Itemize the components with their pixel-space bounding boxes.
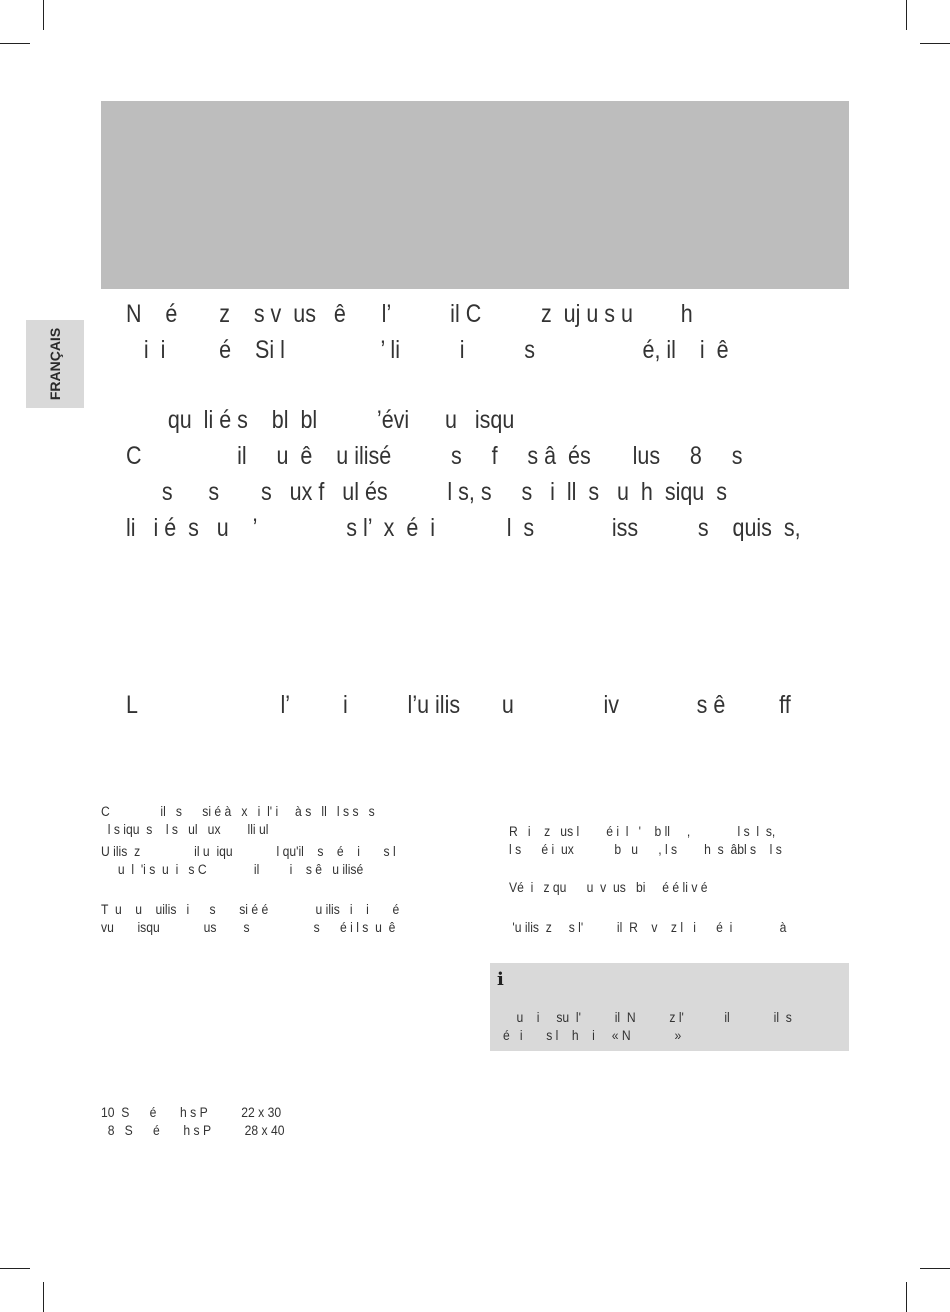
- right-line: 'u ilis z s l' il R v z l i é i à: [509, 920, 787, 935]
- left-line: l s iqu s l s ul ux lli ul: [101, 822, 269, 837]
- crop-mark-top-right-vertical: [906, 0, 907, 30]
- left-block-2: [101, 843, 461, 879]
- left-block-3: [101, 901, 461, 937]
- left-line: vu isqu us s s é i l s u ê: [101, 920, 396, 935]
- crop-mark-top-left-horizontal: [0, 43, 30, 44]
- spec-item: 10 S é h s P 22 x 30: [101, 1105, 282, 1120]
- language-side-tab: [26, 320, 84, 408]
- safety-line: qu li é s bl bl ’évi u isqu: [126, 406, 515, 434]
- right-line: R i z us l é i l ' b ll , l s l s,: [509, 824, 776, 839]
- crop-mark-bottom-right-vertical: [906, 1282, 907, 1312]
- header-banner: [101, 101, 849, 289]
- right-column: [509, 823, 849, 937]
- crop-mark-bottom-left-vertical: [43, 1282, 44, 1312]
- spec-list: [101, 1104, 401, 1140]
- left-block-1: [101, 803, 461, 839]
- left-line: U ilis z il u iqu l qu'il s é i s l: [101, 844, 396, 859]
- intro-line: N é z s v us ê l’ il C z uj u s u h: [126, 300, 693, 328]
- crop-mark-bottom-left-horizontal: [0, 1268, 30, 1269]
- note-text: [503, 1009, 824, 1045]
- right-line: Vé i z qu u v us bi é é li v é: [509, 880, 708, 895]
- statement-line: [126, 687, 846, 723]
- safety-line: C il u ê u ilisé s f s â és lus 8 s: [126, 442, 743, 470]
- right-line: l s é i ux b u , l s h s âbl s l s: [509, 842, 782, 857]
- info-note: [490, 963, 849, 1051]
- crop-mark-top-right-horizontal: [920, 43, 950, 44]
- spec-item: 8 S é h s P 28 x 40: [101, 1123, 285, 1138]
- left-line: T u u uilis i s si é é u ilis i i é: [101, 902, 400, 917]
- statement-text: L l’ i l’u ilis u iv s ê ff: [126, 691, 791, 719]
- safety-paragraph: [126, 402, 846, 546]
- safety-line: s s s ux f ul és l s, s s i ll s u h siqu s: [126, 478, 727, 506]
- note-line: u i su l' il N z l' il il s: [503, 1010, 792, 1025]
- crop-mark-bottom-right-horizontal: [920, 1268, 950, 1269]
- right-block-2: [509, 879, 849, 897]
- left-column: [101, 803, 461, 937]
- safety-line: li i é s u ’ s l’ x é i l s iss s quis s,: [126, 514, 801, 542]
- intro-paragraph: [126, 296, 846, 368]
- language-label: FRANÇAIS: [47, 327, 63, 401]
- right-block-1: [509, 823, 849, 859]
- left-line: C il s si é à x i l' i à s ll l s s s: [101, 804, 375, 819]
- left-line: u l 'i s u i s C il i s ê u ilisé: [101, 862, 364, 877]
- intro-line: i i é Si l ’ li i s é, il i ê: [126, 336, 729, 364]
- note-line: é i s l h i « N »: [503, 1028, 682, 1043]
- right-block-3: [509, 919, 849, 937]
- crop-mark-top-left-vertical: [43, 0, 44, 30]
- info-icon: i: [497, 969, 504, 990]
